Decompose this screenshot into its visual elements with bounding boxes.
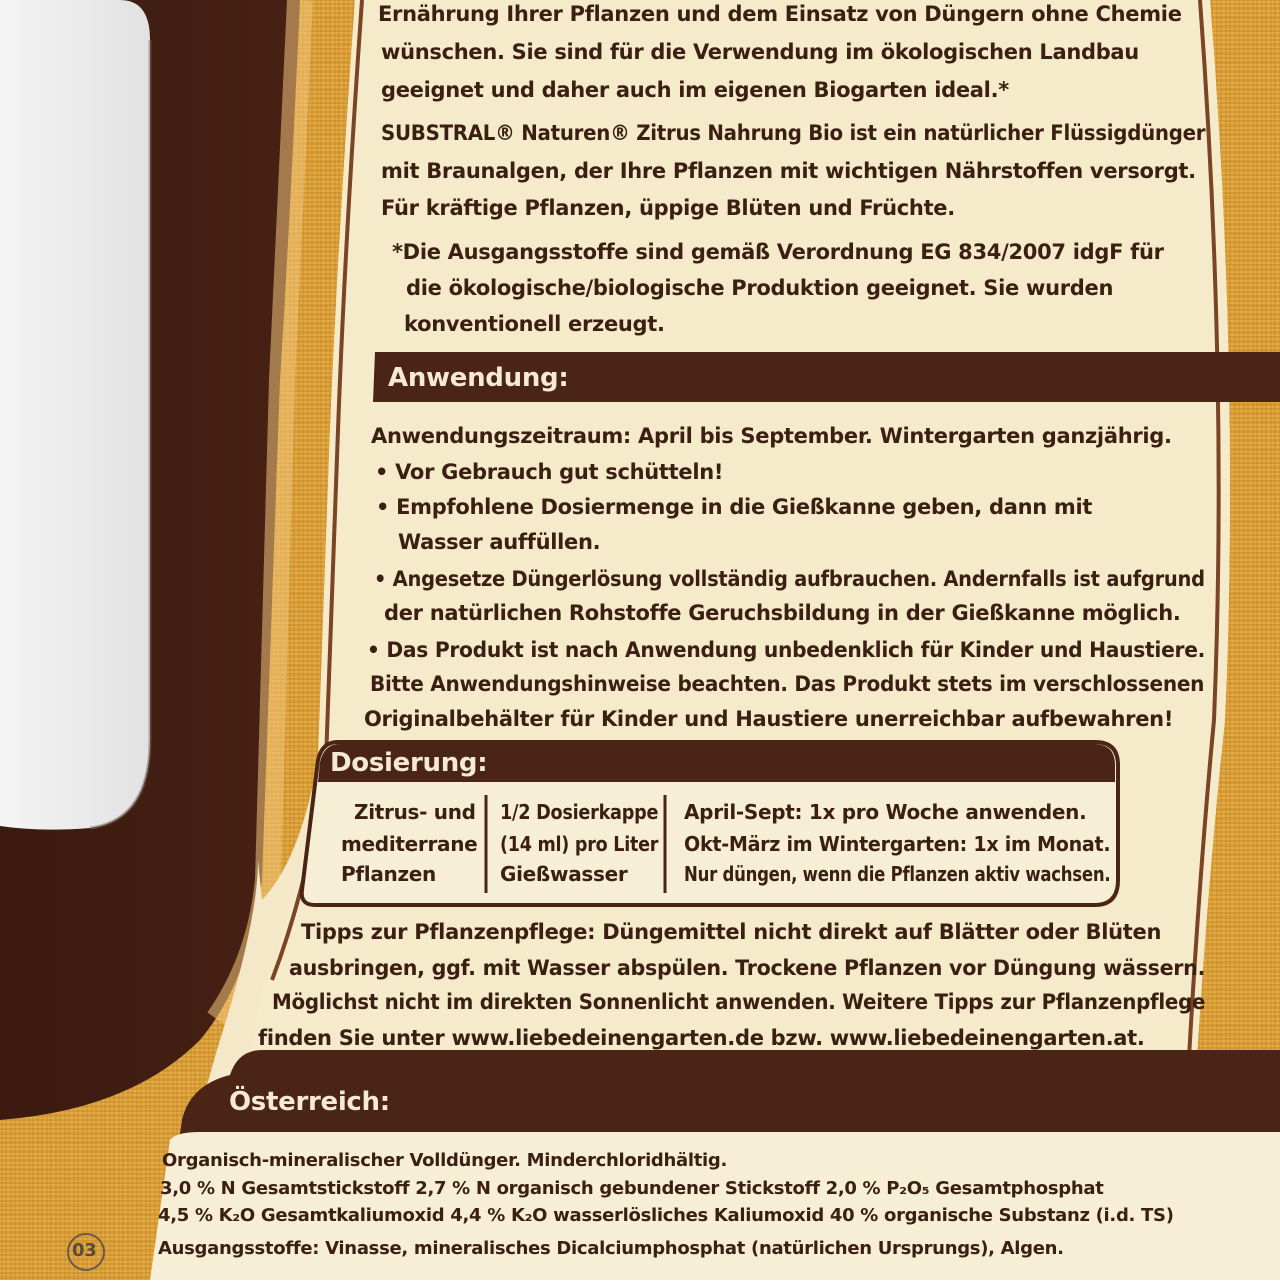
oesterreich-title: Österreich: [229,1087,390,1117]
footnote-line: *Die Ausgangsstoffe sind gemäß Verordnung EG 834/2007 idgF für [392,240,1164,264]
dosierung-plant: mediterrane [341,832,478,856]
dosierung-amount: (14 ml) pro Liter [500,832,659,856]
dosierung-amount: 1/2 Dosierkappe [500,800,659,824]
anwendung-line: Wasser auffüllen. [398,530,601,554]
anwendung-title: Anwendung: [388,363,569,393]
tipps-line: Tipps zur Pflanzenpflege: Düngemittel nicht direkt auf Blätter oder Blüten [301,920,1162,944]
anwendung-bullet: • Das Produkt ist nach Anwendung unbedenklich für Kinder und Haustiere. [367,638,1206,662]
oesterreich-line: 3,0 % N Gesamtstickstoff 2,7 % N organisch gebundener Stickstoff 2,0 % P₂O₅ Gesamtphosphat [160,1178,1104,1199]
intro-line: Ernährung Ihrer Pflanzen und dem Einsatz von Düngern ohne Chemie [378,2,1182,26]
product-line: Für kräftige Pflanzen, üppige Blüten und Früchte. [381,196,955,220]
dosierung-frequency: Nur düngen, wenn die Pflanzen aktiv wachsen. [684,862,1111,886]
dosierung-amount: Gießwasser [500,862,628,886]
anwendung-bullet: • Angesetze Düngerlösung vollständig aufbrauchen. Andernfalls ist aufgrund [374,567,1205,591]
dosierung-plant: Pflanzen [341,862,436,886]
handle-opening [0,0,150,830]
footnote-line: konventionell erzeugt. [404,312,665,336]
oesterreich-line: Ausgangsstoffe: Vinasse, mineralisches Dicalciumphosphat (natürlichen Ursprungs), Algen. [158,1238,1064,1259]
product-line: SUBSTRAL® Naturen® Zitrus Nahrung Bio ist ein natürlicher Flüssigdünger [381,121,1206,145]
oesterreich-line: Organisch-mineralischer Volldünger. Minderchloridhältig. [162,1150,728,1171]
dosierung-plant: Zitrus- und [354,800,476,824]
dosierung-frequency: Okt-März im Wintergarten: 1x im Monat. [684,832,1111,856]
product-line: mit Braunalgen, der Ihre Pflanzen mit wichtigen Nährstoffen versorgt. [381,159,1196,183]
oesterreich-line: 4,5 % K₂O Gesamtkaliumoxid 4,4 % K₂O wasserlösliches Kaliumoxid 40 % organische Substanz (i.d. TS) [158,1205,1174,1226]
anwendung-bullet: • Empfohlene Dosiermenge in die Gießkanne geben, dann mit [376,495,1093,519]
tipps-line: Möglichst nicht im direkten Sonnenlicht anwenden. Weitere Tipps zur Pflanzenpflege [272,990,1206,1014]
recycling-code: 03 [72,1240,97,1261]
dosierung-frequency: April-Sept: 1x pro Woche anwenden. [684,800,1087,824]
tipps-line: finden Sie unter www.liebedeinengarten.de bzw. www.liebedeinengarten.at. [258,1026,1145,1050]
footnote-line: die ökologische/biologische Produktion geeignet. Sie wurden [406,276,1114,300]
dosierung-title: Dosierung: [330,748,488,778]
anwendung-line: der natürlichen Rohstoffe Geruchsbildung in der Gießkanne möglich. [384,601,1181,625]
anwendung-line: Anwendungszeitraum: April bis September. Wintergarten ganzjährig. [371,424,1172,448]
anwendung-bullet: • Vor Gebrauch gut schütteln! [375,460,724,484]
tipps-line: ausbringen, ggf. mit Wasser abspülen. Trockene Pflanzen vor Düngung wässern. [289,956,1206,980]
intro-line: geeignet und daher auch im eigenen Biogarten ideal.* [381,78,1009,102]
anwendung-line: Bitte Anwendungshinweise beachten. Das Produkt stets im verschlossenen [370,672,1205,696]
anwendung-line: Originalbehälter für Kinder und Haustiere unerreichbar aufbewahren! [364,707,1174,731]
intro-line: wünschen. Sie sind für die Verwendung im ökologischen Landbau [381,40,1139,64]
